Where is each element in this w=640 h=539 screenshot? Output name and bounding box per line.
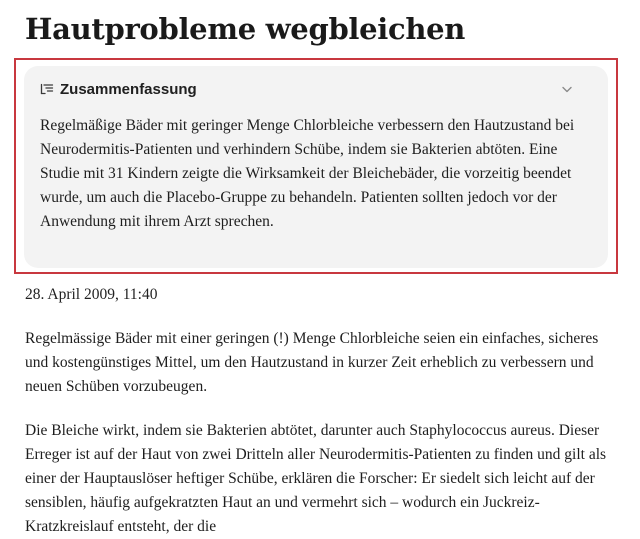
summary-box[interactable] bbox=[24, 66, 608, 268]
summary-header[interactable] bbox=[40, 78, 197, 100]
summary-heading: Zusammenfassung bbox=[60, 80, 197, 98]
summary-text: Regelmäßige Bäder mit geringer Menge Chlorbleiche verbessern den Hautzustand bei Neurodermitis-Patienten und verhindern Schübe, indem sie Bakterien abtöten. Eine Studie mit 31 Kindern zeigte die Wirksamkeit der Bleichebäder, die vorzeitig beendet wurde, um auch die Placebo-Gruppe zu behandeln. Patienten sollten jedoch vor der Anwendung mit ihrem Arzt sprechen. bbox=[40, 117, 575, 230]
list-summary-icon bbox=[40, 82, 54, 96]
chevron-down-icon[interactable] bbox=[560, 82, 574, 96]
article-date: 28. April 2009, 11:40 bbox=[25, 286, 158, 303]
page-title: Hautprobleme wegbleichen bbox=[25, 12, 466, 46]
article-paragraph: Die Bleiche wirkt, indem sie Bakterien abtötet, darunter auch Staphylococcus aureus. Dieser Erreger ist auf der Haut von zwei Dritteln aller Neurodermitis-Patienten zu finden und gilt als einer der Hauptauslöser heftiger Schübe, erklären die Forscher: Er siedelt sich leicht auf der sensiblen, häufig aufgekratzten Haut an und vermehrt sich – wodurch ein Juckreiz-Kratzkreislauf entsteht, der die bbox=[25, 422, 607, 535]
article-paragraph: Regelmässige Bäder mit einer geringen (!) Menge Chlorbleiche seien ein einfaches, sicheres und kostengünstiges Mittel, um den Hautzustand in kurzer Zeit erheblich zu verbessern und neuen Schüben vorzubeugen. bbox=[25, 330, 599, 395]
